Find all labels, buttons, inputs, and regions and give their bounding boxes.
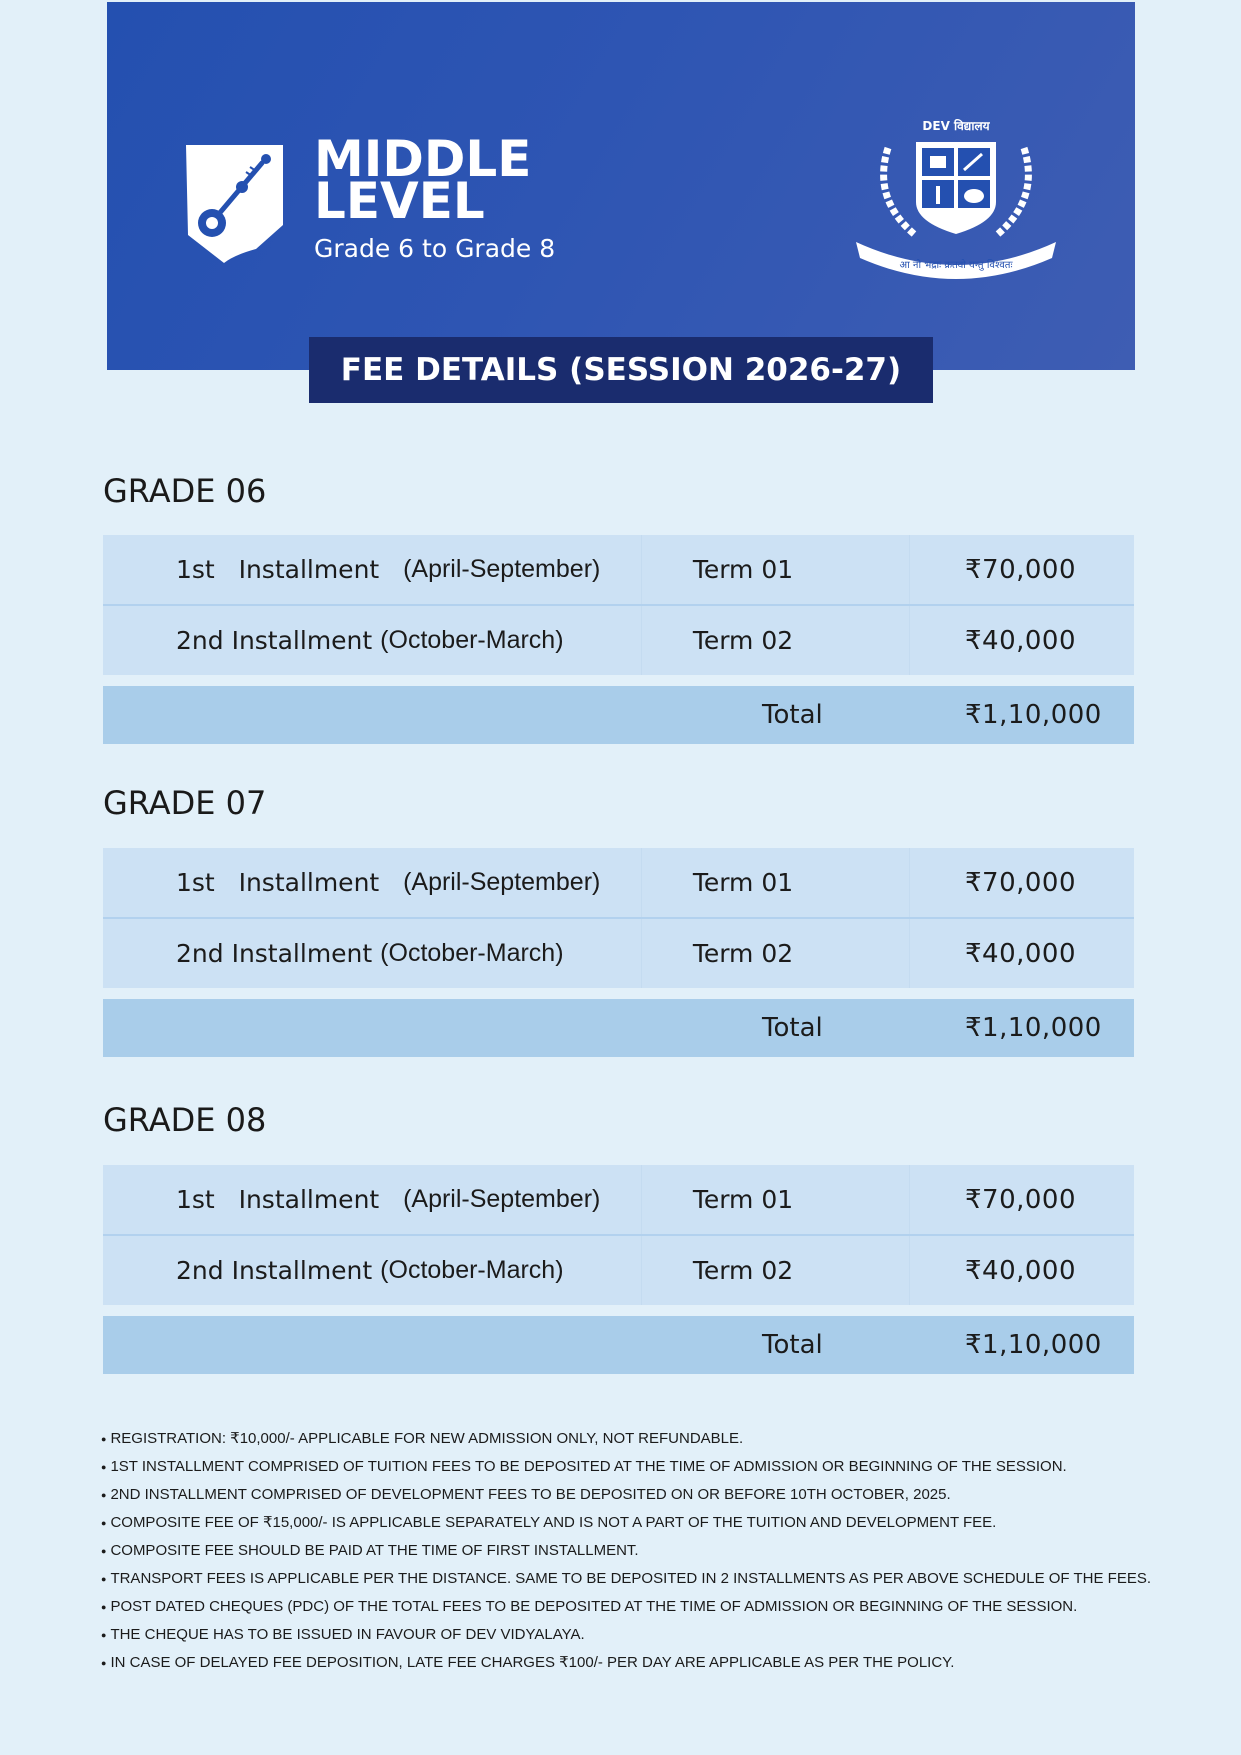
note-item: ● POST DATED CHEQUES (PDC) OF THE TOTAL FEES TO BE DEPOSITED AT THE TIME OF ADMISSION OR BEGINNING OF THE SESSION. (101, 1598, 1078, 1615)
grade-title: GRADE 07 (103, 784, 267, 822)
installment-label: 2nd Installment (October-March) (176, 626, 564, 655)
grade-title: GRADE 08 (103, 1101, 267, 1139)
installment-label: 1st Installment (April-September) (176, 868, 601, 897)
installment-label: 1st Installment (April-September) (176, 1185, 601, 1214)
term-label: Term 02 (692, 1256, 794, 1285)
table-row (103, 1165, 1134, 1236)
total-label: Total (762, 1330, 823, 1360)
note-item: ● 2ND INSTALLMENT COMPRISED OF DEVELOPMENT FEES TO BE DEPOSITED ON OR BEFORE 10TH OCTOBER, 2025. (101, 1486, 951, 1503)
note-item: ● COMPOSITE FEE SHOULD BE PAID AT THE TIME OF FIRST INSTALLMENT. (101, 1542, 639, 1559)
term-label: Term 02 (692, 626, 794, 655)
svg-text:DEV विद्यालय: DEV विद्यालय (922, 119, 990, 133)
amount: ₹40,000 (965, 938, 1077, 969)
note-item: ● THE CHEQUE HAS TO BE ISSUED IN FAVOUR OF DEV VIDYALAYA. (101, 1626, 585, 1643)
amount: ₹70,000 (965, 554, 1077, 585)
amount: ₹40,000 (965, 1255, 1077, 1286)
table-row (103, 919, 1134, 988)
total-row (103, 999, 1134, 1057)
svg-text:आ नो भद्राः क्रतवो यन्तु विश्व: आ नो भद्राः क्रतवो यन्तु विश्वतः (899, 260, 1013, 271)
table-row (103, 606, 1134, 675)
total-amount: ₹1,10,000 (965, 700, 1102, 730)
fee-table (103, 535, 1134, 744)
term-label: Term 01 (692, 555, 794, 584)
note-item: ● COMPOSITE FEE OF ₹15,000/- IS APPLICABLE SEPARATELY AND IS NOT A PART OF THE TUITION AND DEVELOPMENT FEE. (101, 1514, 997, 1531)
fee-table (103, 848, 1134, 1057)
note-item: ● TRANSPORT FEES IS APPLICABLE PER THE DISTANCE. SAME TO BE DEPOSITED IN 2 INSTALLMENTS AS PER ABOVE SCHEDULE OF THE FEES. (101, 1570, 1152, 1587)
note-item: ● REGISTRATION: ₹10,000/- APPLICABLE FOR NEW ADMISSION ONLY, NOT REFUNDABLE. (101, 1430, 744, 1447)
term-label: Term 02 (692, 939, 794, 968)
total-row (103, 1316, 1134, 1374)
table-row (103, 848, 1134, 919)
total-row (103, 686, 1134, 744)
fee-table (103, 1165, 1134, 1374)
amount: ₹70,000 (965, 1184, 1077, 1215)
table-row (103, 535, 1134, 606)
note-item: ● 1ST INSTALLMENT COMPRISED OF TUITION FEES TO BE DEPOSITED AT THE TIME OF ADMISSION OR BEGINNING OF THE SESSION. (101, 1458, 1067, 1475)
amount: ₹70,000 (965, 867, 1077, 898)
term-label: Term 01 (692, 868, 794, 897)
note-item: ● IN CASE OF DELAYED FEE DEPOSITION, LATE FEE CHARGES ₹100/- PER DAY ARE APPLICABLE AS PER THE POLICY. (101, 1654, 955, 1671)
installment-label: 1st Installment (April-September) (176, 555, 601, 584)
term-label: Term 01 (692, 1185, 794, 1214)
table-row (103, 1236, 1134, 1305)
fee-notes (101, 1425, 1152, 1677)
total-amount: ₹1,10,000 (965, 1330, 1102, 1360)
grade-title: GRADE 06 (103, 472, 267, 510)
total-amount: ₹1,10,000 (965, 1013, 1102, 1043)
fee-details-banner: FEE DETAILS (SESSION 2026-27) (309, 337, 933, 403)
level-subtitle: Grade 6 to Grade 8 (314, 234, 556, 263)
amount: ₹40,000 (965, 625, 1077, 656)
installment-label: 2nd Installment (October-March) (176, 1256, 564, 1285)
level-title: MIDDLE LEVEL (314, 130, 532, 230)
total-label: Total (762, 700, 823, 730)
installment-label: 2nd Installment (October-March) (176, 939, 564, 968)
veena-shield-icon (184, 143, 285, 264)
total-label: Total (762, 1013, 823, 1043)
school-crest-logo (852, 118, 1060, 290)
